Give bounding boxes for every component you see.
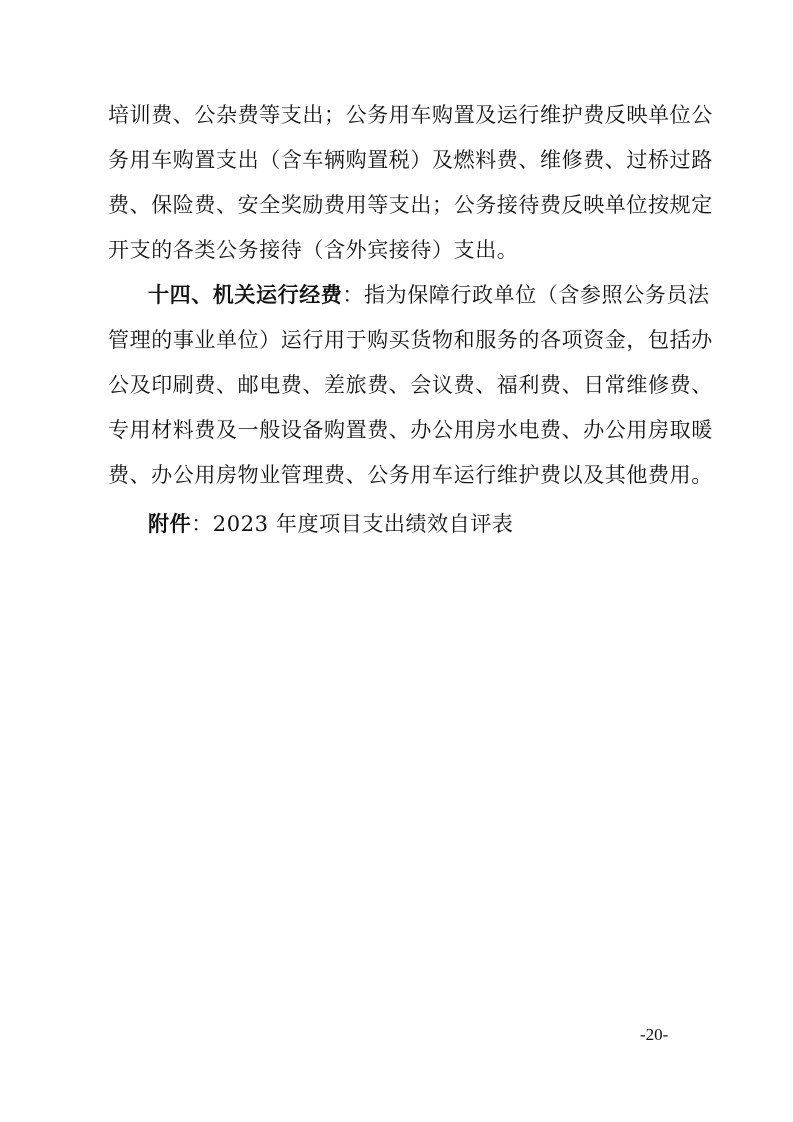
paragraph-line: 费、保险费、安全奖励费用等支出；公务接待费反映单位按规定: [108, 193, 713, 217]
paragraph-line: 务用车购置支出（含车辆购置税）及燃料费、维修费、过桥过路: [108, 148, 713, 172]
section-14-heading: 十四、机关运行经费: [148, 283, 343, 307]
section-14-line: 管理的事业单位）运行用于购买货物和服务的各项资金，包括办: [108, 328, 713, 352]
attachment-line: [148, 510, 748, 538]
attachment-text: ：2023 年度项目支出绩效自评表: [191, 512, 514, 536]
paragraph-line: 培训费、公杂费等支出；公务用车购置及运行维护费反映单位公: [108, 103, 713, 127]
page-number: -20-: [640, 1025, 669, 1044]
section-14-first-line-text: ：指为保障行政单位（含参照公务员法: [342, 283, 710, 307]
section-14-line: 公及印刷费、邮电费、差旅费、会议费、福利费、日常维修费、: [108, 373, 713, 397]
attachment-label: 附件: [148, 512, 192, 536]
paragraph-line: 开支的各类公务接待（含外宾接待）支出。: [108, 238, 519, 262]
section-14-line: 费、办公用房物业管理费、公务用车运行维护费以及其他费用。: [108, 463, 713, 487]
section-14-first-line: [148, 281, 748, 309]
section-14-line: 专用材料费及一般设备购置费、办公用房水电费、办公用房取暖: [108, 418, 713, 442]
